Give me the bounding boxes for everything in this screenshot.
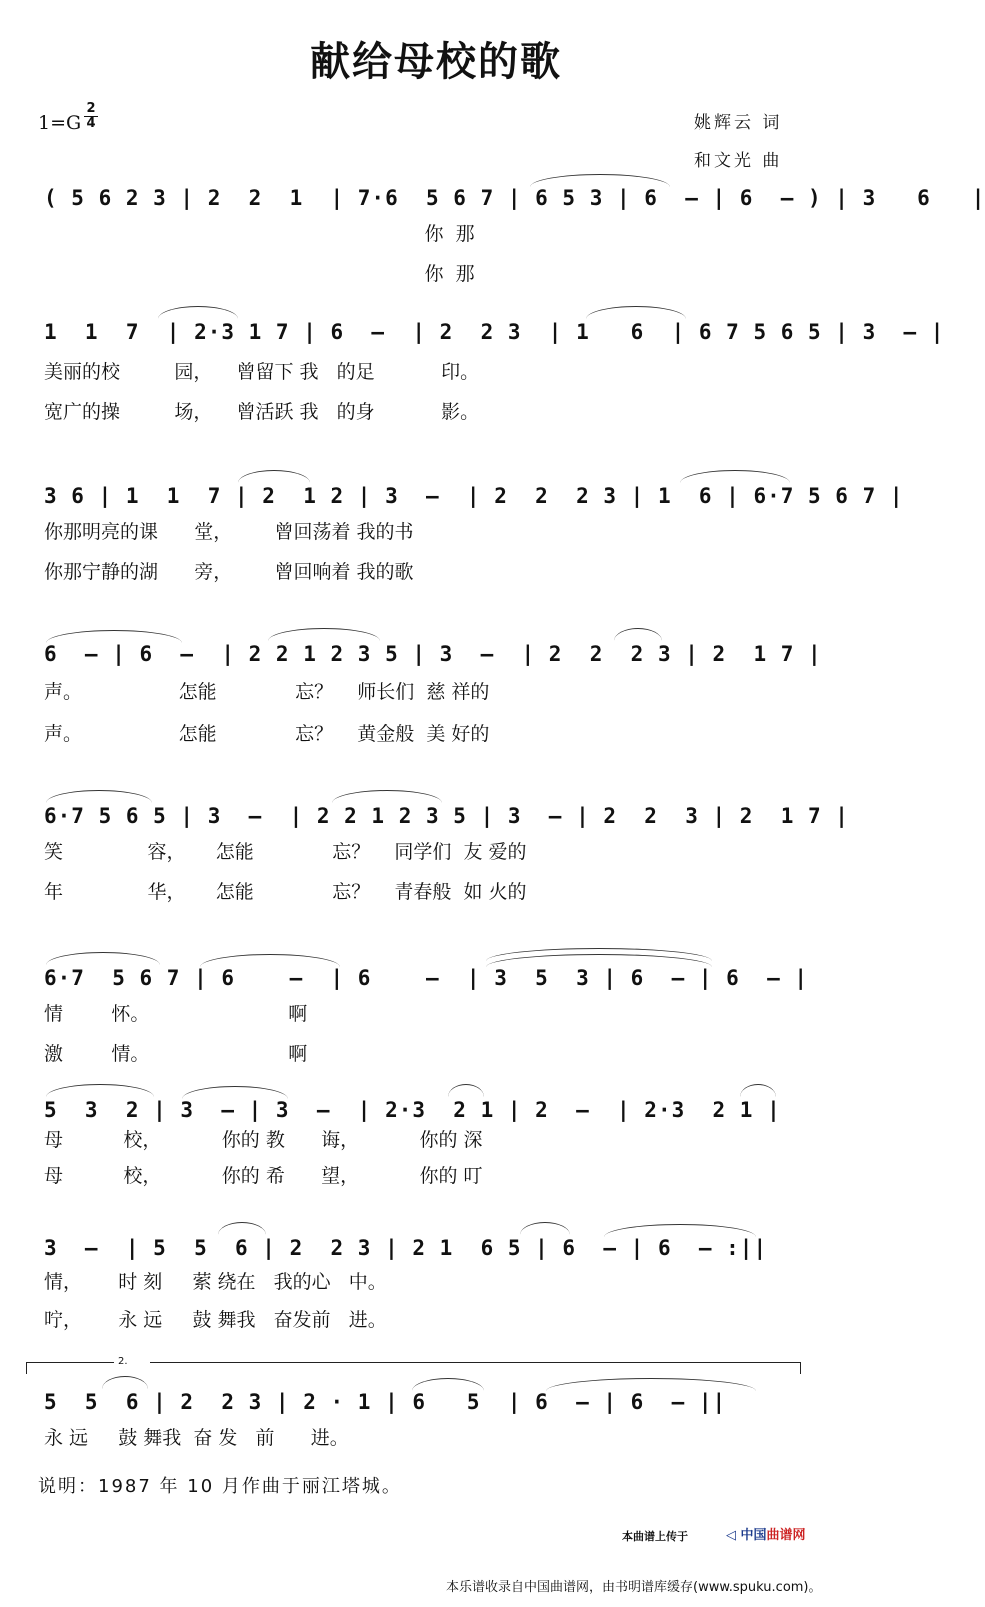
lyric-verse-1: 情， 时 刻 萦 绕在 我的心 中。	[44, 1271, 387, 1293]
composer-credit: 和文光 曲	[694, 151, 783, 171]
tie-arc	[546, 1378, 756, 1391]
volta-tick-right	[800, 1362, 801, 1374]
slur-arc	[520, 1222, 570, 1235]
slur-arc	[46, 952, 160, 965]
slur-arc	[46, 790, 152, 803]
slur-arc	[586, 306, 686, 319]
notation-line: 6 – | 6 – | 2 2 1 2 3 5 | 3 – | 2 2 2 3 | 2 1 7 |	[44, 642, 822, 666]
lyric-verse-1: 你那明亮的课 堂， 曾回荡着 我的书	[44, 521, 414, 543]
composition-note: 说明：1987 年 10 月作曲于丽江塔城。	[38, 1476, 402, 1497]
notation-line: 6·7 5 6 5 | 3 – | 2 2 1 2 3 5 | 3 – | 2 2 3 | 2 1 7 |	[44, 804, 849, 828]
tie-arc	[46, 630, 182, 643]
lyric-verse-1: 情 怀。 啊	[44, 1003, 308, 1025]
notation-line: ( 5 6 2 3 | 2 2 1 | 7·6 5 6 7 | 6 5 3 | 6 – | 6 – ) | 3 6 |	[44, 186, 985, 210]
lyric-verse-2: 你 那	[44, 263, 475, 285]
notation-line: 1 1 7 | 2·3 1 7 | 6 – | 2 2 3 | 1 6 | 6 7 5 6 5 | 3 – |	[44, 320, 945, 344]
slur-arc	[46, 1084, 154, 1097]
notation-line: 3 – | 5 5 6 | 2 2 3 | 2 1 6 5 | 6 – | 6 – :||	[44, 1236, 768, 1260]
lyricist-credit: 姚辉云 词	[694, 113, 783, 133]
slur-arc	[268, 628, 380, 641]
site-logo	[726, 1524, 806, 1543]
tie-arc	[200, 954, 340, 967]
slur-arc	[614, 628, 662, 641]
volta-bracket-left	[26, 1362, 114, 1363]
lyric-verse-1: 母 校， 你的 教 诲， 你的 深	[44, 1129, 483, 1151]
lyric-verse-2: 年 华， 怎能 忘？ 青春般 如 火的	[44, 881, 527, 903]
slur-arc	[102, 1376, 148, 1389]
tie-arc	[412, 1378, 484, 1391]
slur-arc	[680, 470, 790, 483]
site-logo-name: 曲谱网	[766, 1528, 806, 1543]
lyric-verse-2: 宽广的操 场， 曾活跃 我 的身 影。	[44, 401, 480, 423]
score-title: 献给母校的歌	[310, 38, 562, 85]
tie-arc	[530, 174, 670, 187]
lyric-verse-1: 美丽的校 园， 曾留下 我 的足 印。	[44, 361, 480, 383]
notation-line: 5 3 2 | 3 – | 3 – | 2·3 2 1 | 2 – | 2·3 2 1 |	[44, 1098, 781, 1122]
logo-mark-icon: ◁	[726, 1528, 736, 1543]
slur-arc	[332, 790, 442, 803]
notation-line: 6·7 5 6 7 | 6 – | 6 – | 3 5 3 | 6 – | 6 – |	[44, 966, 809, 990]
notation-line: 5 5 6 | 2 2 3 | 2 · 1 | 6 5 | 6 – | 6 – ||	[44, 1390, 727, 1414]
lyric-verse-2: 咛， 永 远 鼓 舞我 奋发前 进。	[44, 1309, 387, 1331]
time-signature	[84, 102, 98, 131]
upload-caption: 本曲谱上传于	[622, 1530, 688, 1543]
slur-arc	[158, 306, 238, 319]
lyric-verse-1: 你 那	[44, 223, 475, 245]
key-signature: 1=G	[38, 112, 82, 134]
tie-arc	[182, 1086, 288, 1099]
tie-arc	[604, 1224, 756, 1237]
slur-arc	[740, 1084, 776, 1097]
lyric-verse-1: 笑 容， 怎能 忘？ 同学们 友 爱的	[44, 841, 527, 863]
site-logo-prefix: 中国	[740, 1528, 767, 1543]
lyric-verse-1: 永 远 鼓 舞我 奋 发 前 进。	[44, 1427, 349, 1449]
lyric-verse-2: 你那宁静的湖 旁， 曾回响着 我的歌	[44, 561, 414, 583]
volta-bracket-right	[150, 1362, 800, 1363]
slur-arc	[238, 470, 310, 483]
lyric-verse-2: 母 校， 你的 希 望， 你的 叮	[44, 1165, 483, 1187]
lyric-verse-2: 激 情。 啊	[44, 1043, 308, 1065]
source-footer: 本乐谱收录自中国曲谱网，由书明谱库缓存(www.spuku.com)。	[446, 1580, 822, 1595]
lyric-verse-2: 声。 怎能 忘？ 黄金般 美 好的	[44, 723, 490, 745]
volta-tick-left	[26, 1362, 27, 1374]
meter-top: 2	[86, 101, 96, 116]
slur-arc	[448, 1084, 484, 1097]
volta-number: 2.	[118, 1356, 128, 1367]
lyric-verse-1: 声。 怎能 忘？ 师长们 慈 祥的	[44, 681, 490, 703]
meter-bottom: 4	[84, 116, 98, 131]
slur-arc	[218, 1222, 266, 1235]
notation-line: 3 6 | 1 1 7 | 2 1 2 | 3 – | 2 2 2 3 | 1 6 | 6·7 5 6 7 |	[44, 484, 904, 508]
